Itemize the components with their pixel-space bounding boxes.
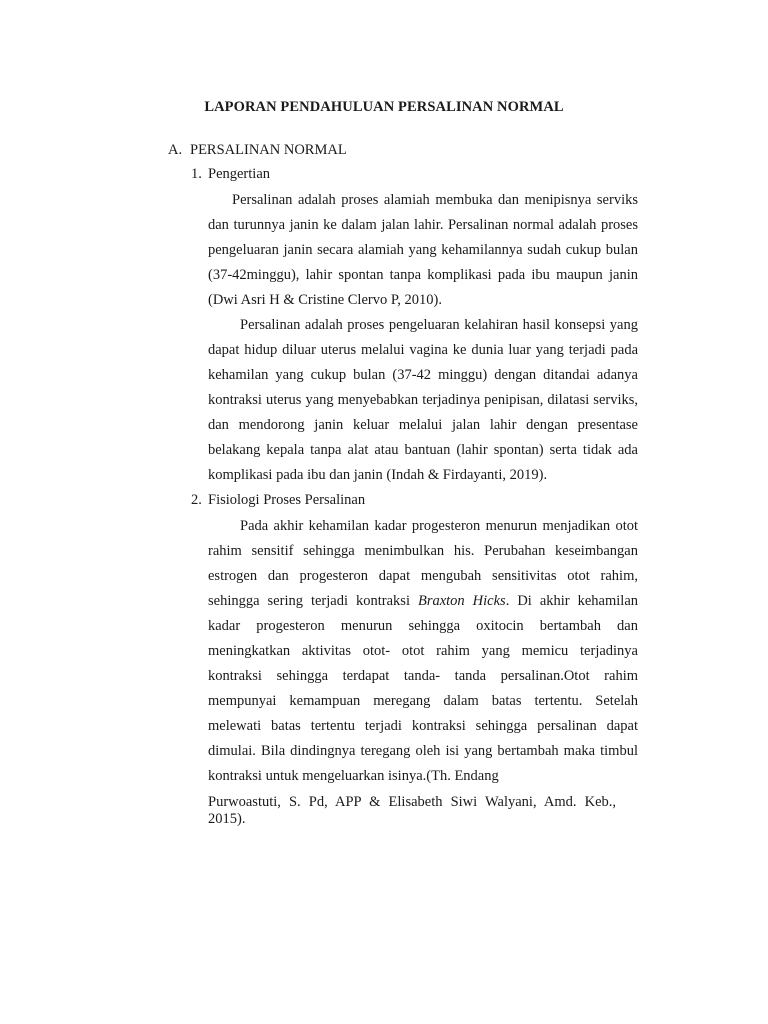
section-a-heading (168, 142, 347, 159)
item-number: 1. (191, 166, 202, 182)
paragraph-citation: Purwoastuti, S. Pd, APP & Elisabeth Siwi Walyani, Amd. Keb., 2015). (208, 794, 616, 827)
paragraph-text: Persalinan adalah proses alamiah membuka dan menipisnya serviks dan turunnya janin ke dalam jalan lahir. Persalinan normal adalah proses pengeluaran janin secara alamiah yang kehamilannya sudah cukup bulan (37-42minggu), lahir spontan tanpa komplikasi pada ibu maupun janin (Dwi Asri H & Cristine Clervo P, 2010). (208, 192, 638, 308)
item-number: 2. (191, 492, 202, 508)
paragraph-pengertian-2 (208, 313, 638, 488)
paragraph-text: Persalinan adalah proses pengeluaran kelahiran hasil konsepsi yang dapat hidup diluar uterus melalui vagina ke dunia luar yang terjadi pada kehamilan yang cukup bulan (37-42 minggu) dengan ditandai adanya kontraksi uterus yang menyebabkan terjadinya penipisan, dilatasi serviks, dan mendorong janin keluar melalui jalan lahir dengan presentase belakang kepala tanpa alat atau bantuan (lahir spontan) serta tidak ada komplikasi pada ibu dan janin (Indah & Firdayanti, 2019). (208, 317, 638, 483)
item-2-heading (191, 492, 365, 509)
document-title: LAPORAN PENDAHULUAN PERSALINAN NORMAL (204, 99, 564, 115)
section-heading-text: PERSALINAN NORMAL (190, 142, 347, 158)
paragraph-italic-term: Braxton Hicks (417, 593, 506, 609)
paragraph-fisiologi (208, 514, 638, 789)
paragraph-text-part2: . Di akhir kehamilan kadar progesteron menurun sehingga oxitocin bertambah dan meningkatkan aktivitas otot- otot rahim yang memicu terjadinya kontraksi sehingga terdapat tanda- tanda persalinan.Otot rahim mempunyai kemampuan meregang dalam batas tertentu. Setelah melewati batas tertentu terjadi kontraksi sehingga persalinan dapat dimulai. Bila dindingnya teregang oleh isi yang bertambah maka timbul kontraksi untuk mengeluarkan isinya.(Th. Endang (208, 593, 639, 784)
item-1-heading (191, 166, 270, 183)
item-heading-text: Pengertian (208, 166, 271, 182)
section-letter: A. (168, 142, 183, 158)
paragraph-pengertian-1 (208, 188, 638, 313)
paragraph-text-part1: Pada akhir kehamilan kadar progesteron menurun menjadikan otot rahim sensitif sehingga menimbulkan his. Perubahan keseimbangan estrogen dan progesteron dapat mengubah sensitivitas otot rahim, sehingga sering terjadi kontraksi (208, 518, 638, 609)
item-heading-text: Fisiologi Proses Persalinan (208, 492, 366, 508)
